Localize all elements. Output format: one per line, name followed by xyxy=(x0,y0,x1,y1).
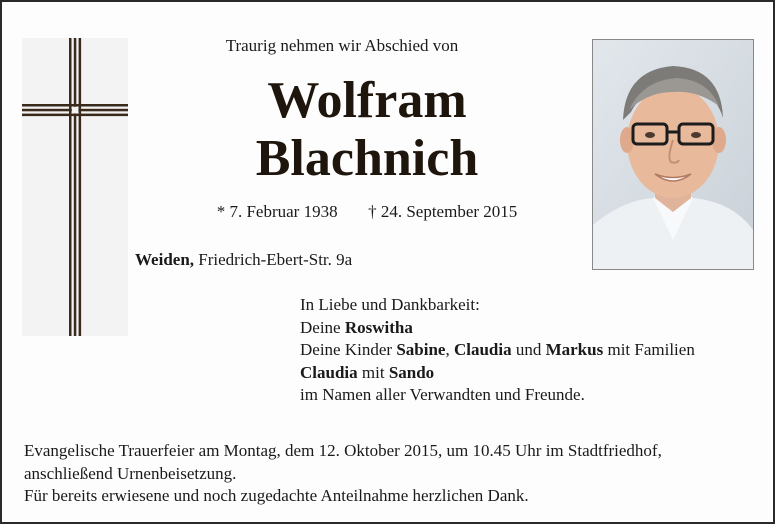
cross-icon xyxy=(22,38,128,336)
family-line-4 xyxy=(300,362,695,385)
portrait-photo xyxy=(592,39,754,270)
family-line-5: im Namen aller Verwandten und Freunde. xyxy=(300,385,585,404)
thanks-line: Für bereits erwiesene und noch zugedachte Anteilnahme herzlichen Dank. xyxy=(24,486,529,505)
family-name: Claudia xyxy=(300,362,358,382)
birth-star-icon: * xyxy=(216,202,226,221)
intro-text: Traurig nehmen wir Abschied von xyxy=(225,36,459,55)
deceased-name xyxy=(162,72,572,188)
family-line-1: In Liebe und Dankbarkeit: xyxy=(300,295,480,314)
family-text: , xyxy=(445,340,454,359)
address-street: Friedrich-Ebert-Str. 9a xyxy=(198,250,353,269)
death-cross-icon: † xyxy=(368,202,377,221)
family-name: Claudia xyxy=(453,340,512,359)
family-name: Markus xyxy=(545,340,604,359)
family-line-2 xyxy=(300,317,695,340)
death-date: 24. September 2015 xyxy=(380,202,518,221)
family-text: mit Familien xyxy=(603,340,695,359)
funeral-info xyxy=(24,440,764,508)
life-dates xyxy=(162,202,572,222)
address xyxy=(135,250,352,270)
birth-date: 7. Februar 1938 xyxy=(229,202,338,221)
funeral-line-2: anschließend Urnenbeisetzung. xyxy=(24,463,237,483)
family-text: mit xyxy=(357,362,389,382)
family-text: Deine xyxy=(300,317,345,337)
family-name: Sando xyxy=(388,362,435,382)
family-name: Sabine xyxy=(396,340,446,359)
last-name: Blachnich xyxy=(255,130,479,187)
funeral-line-1: Evangelische Trauerfeier am Montag, dem 12. Oktober 2015, um 10.45 Uhr im Stadtfriedhof, xyxy=(24,441,662,460)
address-city: Weiden, xyxy=(135,250,195,269)
family-text: und xyxy=(511,340,546,359)
first-name: Wolfram xyxy=(267,72,467,129)
family-signature xyxy=(300,294,695,407)
family-name: Roswitha xyxy=(344,317,413,337)
family-text: Deine Kinder xyxy=(300,340,397,359)
family-line-3 xyxy=(300,339,695,362)
